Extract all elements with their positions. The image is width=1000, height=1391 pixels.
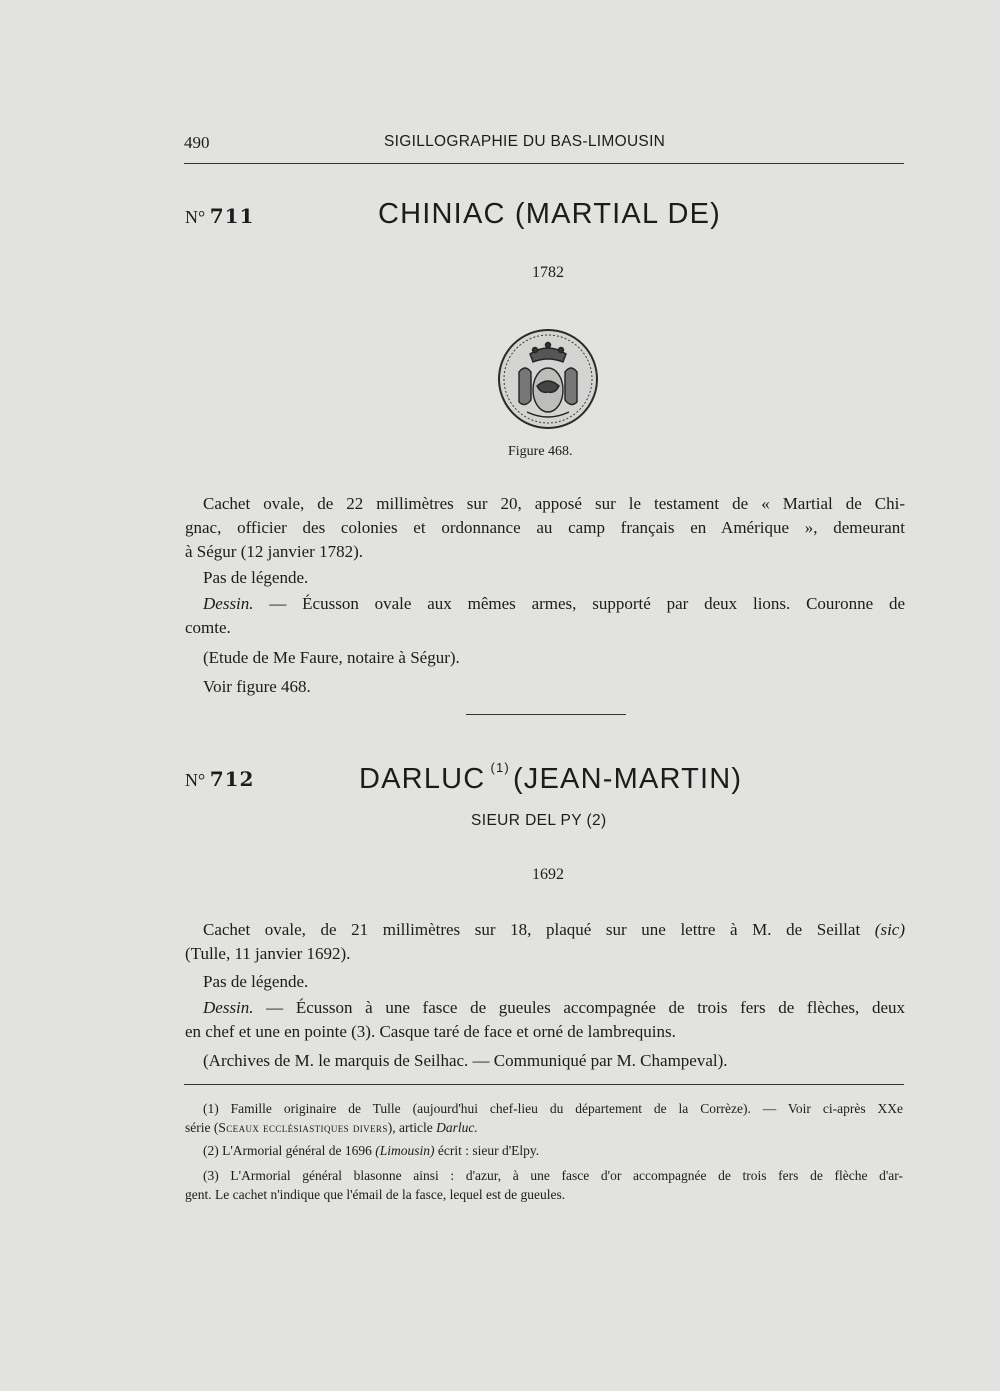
figure-caption: Figure 468. <box>508 444 573 459</box>
header-rule <box>184 163 904 164</box>
entry-712-source: (Archives de M. le marquis de Seilhac. — Communiqué par M. Champeval). <box>203 1051 728 1070</box>
title-footnote-ref: (1) <box>490 760 510 775</box>
footnote-line: (1) Famille originaire de Tulle (aujourd'hui chef-lieu du département de la Corrèze). — Voir ci-après XXe <box>203 1101 903 1116</box>
entry-number-prefix: N° <box>185 770 206 790</box>
footnote-1 <box>185 1099 903 1137</box>
dessin-line: Dessin. — Écusson à une fasce de gueules accompagnée de trois fers de flèches, deux <box>203 998 905 1017</box>
entry-712-description <box>185 918 905 966</box>
entry-711-see-figure: Voir figure 468. <box>203 677 311 696</box>
entry-711-legend: Pas de légende. <box>203 568 309 587</box>
entry-712-legend: Pas de légende. <box>203 972 309 991</box>
entry-number: 712 <box>209 767 255 791</box>
entry-711-source: (Etude de Me Faure, notaire à Ségur). <box>203 648 460 667</box>
description-line: à Ségur (12 janvier 1782). <box>185 542 363 561</box>
entry-712-title <box>359 760 742 796</box>
running-title: SIGILLOGRAPHIE DU BAS-LIMOUSIN <box>384 133 666 150</box>
description-line: Cachet ovale, de 21 millimètres sur 18, plaqué sur une lettre à M. de Seillat (sic) <box>203 920 906 939</box>
dessin-label: Dessin. <box>203 998 254 1017</box>
entry-711-dessin <box>185 592 905 640</box>
footnote-2: (2) L'Armorial général de 1696 (Limousin) écrit : sieur d'Elpy. <box>203 1143 540 1158</box>
entry-712-number <box>185 767 254 791</box>
dessin-line: Dessin. — Écusson ovale aux mêmes armes, supporté par deux lions. Couronne de <box>203 594 905 613</box>
entry-712-dessin <box>185 996 905 1044</box>
entry-711-description <box>185 492 905 564</box>
title-rest: (JEAN-MARTIN) <box>512 763 743 795</box>
footnote-line: (3) L'Armorial général blasonne ainsi : d'azur, à une fasce d'or accompagnée de trois fers de flèche d'ar- <box>203 1168 903 1183</box>
description-line: gnac, officier des colonies et ordonnance au camp français en Amérique », demeurant <box>185 518 905 537</box>
dessin-label: Dessin. <box>203 594 254 613</box>
dessin-line: comte. <box>185 618 231 637</box>
footnote-line: gent. Le cachet n'indique que l'émail de la fasce, lequel est de gueules. <box>185 1187 566 1202</box>
page-number: 490 <box>184 133 210 152</box>
section-separator <box>466 714 626 715</box>
running-head <box>184 133 904 157</box>
description-line: (Tulle, 11 janvier 1692). <box>185 944 351 963</box>
entry-number-prefix: N° <box>185 207 206 227</box>
footnote-rule <box>184 1084 904 1085</box>
entry-712-subtitle: SIEUR DEL PY (2) <box>471 812 607 829</box>
footnote-line: série (Sceaux ecclésiastiques divers), article Darluc. <box>185 1120 478 1135</box>
entry-711-year: 1782 <box>532 264 564 281</box>
entry-711-title: CHINIAC (MARTIAL DE) <box>378 198 722 230</box>
seal-figure-image <box>497 328 599 430</box>
entry-711-number <box>185 204 254 228</box>
title-name: DARLUC <box>359 763 486 795</box>
dessin-line: en chef et une en pointe (3). Casque taré de face et orné de lambrequins. <box>185 1022 676 1041</box>
description-line: Cachet ovale, de 22 millimètres sur 20, apposé sur le testament de « Martial de Chi- <box>203 494 905 513</box>
footnote-3 <box>185 1166 903 1204</box>
entry-712-year: 1692 <box>532 866 564 883</box>
entry-number: 711 <box>209 204 255 228</box>
